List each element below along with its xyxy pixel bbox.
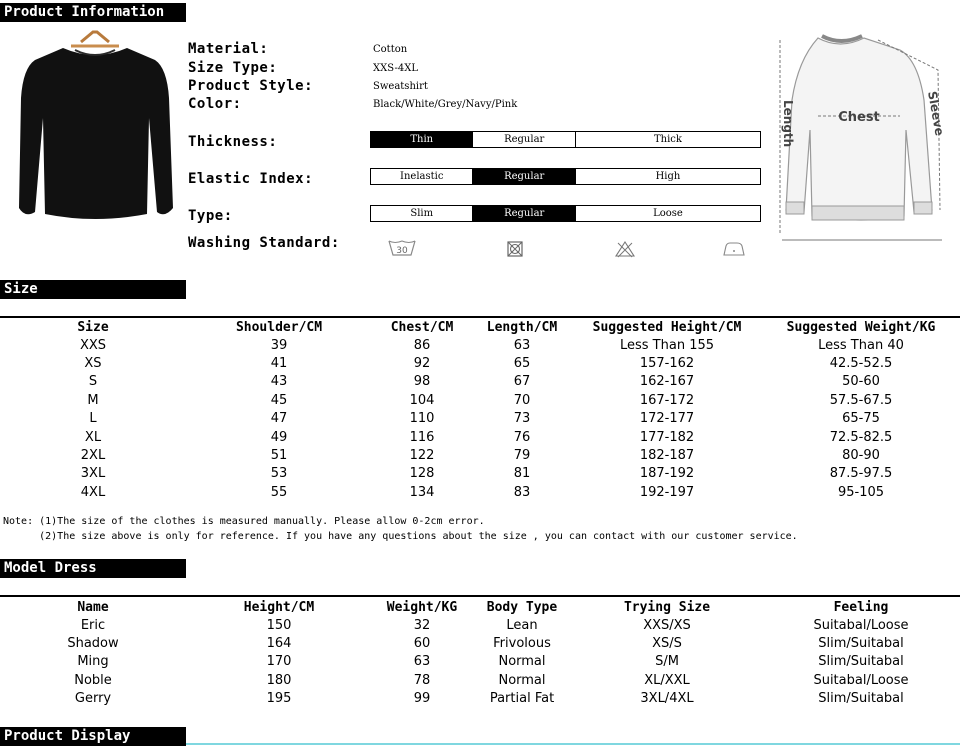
size-table-row bbox=[0, 410, 960, 428]
attr-value-color: Black/White/Grey/Navy/Pink bbox=[373, 99, 518, 110]
elastic-option-regular: Regular bbox=[473, 169, 575, 184]
thickness-label: Thickness: bbox=[188, 134, 278, 150]
model-table bbox=[0, 598, 960, 708]
size-table-cell: Less Than 40 bbox=[818, 337, 904, 353]
iron-low-icon bbox=[721, 240, 747, 258]
model-table-cell: 32 bbox=[413, 617, 431, 633]
size-table-cell: 128 bbox=[409, 466, 435, 482]
model-table-cell: 63 bbox=[413, 654, 431, 670]
size-table-cell: 87.5-97.5 bbox=[829, 466, 893, 482]
attr-value-size-type: XXS-4XL bbox=[373, 63, 418, 74]
model-table-cell: 99 bbox=[413, 691, 431, 707]
size-table-col-header: Suggested Weight/KG bbox=[786, 319, 936, 335]
model-table-cell: Slim/Suitabal bbox=[818, 691, 904, 707]
model-table-cell: Suitabal/Loose bbox=[813, 672, 909, 688]
size-table-cell: 76 bbox=[513, 429, 531, 445]
size-table-cell: 3XL bbox=[80, 466, 106, 482]
note-line-2: (2)The size above is only for reference. If you have any questions about the size , you can contact with our customer service. bbox=[3, 531, 798, 542]
no-tumble-dry-icon bbox=[506, 240, 524, 258]
size-table-cell: XL bbox=[84, 429, 102, 445]
size-table-col-header: Length/CM bbox=[486, 319, 558, 335]
type-option-loose: Loose bbox=[653, 208, 683, 219]
diagram-chest-label: Chest bbox=[838, 110, 880, 125]
size-table-row bbox=[0, 391, 960, 409]
size-table-cell: 83 bbox=[513, 484, 531, 500]
size-table-cell: 182-187 bbox=[639, 448, 695, 464]
diagram-sleeve-label: Sleeve bbox=[925, 90, 947, 137]
attr-label-color: Color: bbox=[188, 96, 242, 112]
model-table-cell: Lean bbox=[506, 617, 538, 633]
size-table-cell: XS bbox=[84, 356, 102, 372]
model-table-cell: 164 bbox=[266, 636, 292, 652]
size-table-cell: 53 bbox=[270, 466, 288, 482]
size-table-cell: XXS bbox=[79, 337, 107, 353]
size-table-cell: 4XL bbox=[80, 484, 106, 500]
model-table-cell: 150 bbox=[266, 617, 292, 633]
model-table-cell: 78 bbox=[413, 672, 431, 688]
size-table-col-header: Chest/CM bbox=[390, 319, 454, 335]
size-table-cell: 73 bbox=[513, 411, 531, 427]
size-table-cell: Less Than 155 bbox=[619, 337, 715, 353]
diagram-length-label: Length bbox=[781, 100, 795, 148]
size-table-cell: 50-60 bbox=[842, 374, 880, 390]
elastic-option-high: High bbox=[655, 171, 681, 182]
size-table-cell: 80-90 bbox=[842, 448, 880, 464]
size-table-cell: 98 bbox=[413, 374, 431, 390]
elastic-label: Elastic Index: bbox=[188, 171, 314, 187]
size-table-cell: L bbox=[89, 411, 97, 427]
svg-text:30: 30 bbox=[396, 246, 408, 256]
model-table-cell: Slim/Suitabal bbox=[818, 636, 904, 652]
size-table-cell: 81 bbox=[513, 466, 531, 482]
model-table-cell: Frivolous bbox=[493, 636, 551, 652]
size-table-cell: 122 bbox=[409, 448, 435, 464]
model-table-cell: XS/S bbox=[652, 636, 682, 652]
size-table-col-header: Size bbox=[77, 319, 109, 335]
size-diagram bbox=[778, 30, 947, 245]
model-table-cell: Gerry bbox=[74, 691, 112, 707]
size-table-cell: 104 bbox=[409, 392, 435, 408]
attr-label-product-style: Product Style: bbox=[188, 78, 314, 94]
model-table-cell: S/M bbox=[655, 654, 679, 670]
model-table-cell: 180 bbox=[266, 672, 292, 688]
thickness-option-regular: Regular bbox=[473, 132, 575, 147]
model-table-col-header: Name bbox=[77, 599, 109, 615]
section-header-model-dress: Model Dress bbox=[0, 559, 186, 578]
size-table-cell: 86 bbox=[413, 337, 431, 353]
model-table-cell: Slim/Suitabal bbox=[818, 654, 904, 670]
model-table-cell: Normal bbox=[498, 654, 546, 670]
size-table-row bbox=[0, 483, 960, 501]
size-table-row bbox=[0, 354, 960, 372]
size-table-cell: 134 bbox=[409, 484, 435, 500]
model-table-row bbox=[0, 671, 960, 689]
type-scale bbox=[370, 205, 761, 222]
size-table-row bbox=[0, 336, 960, 354]
model-table-cell: Shadow bbox=[67, 636, 119, 652]
thickness-option-thin: Thin bbox=[371, 132, 473, 147]
model-table-rule bbox=[0, 595, 960, 597]
size-table-header bbox=[0, 318, 960, 336]
size-table-cell: 92 bbox=[413, 356, 431, 372]
model-table-col-header: Trying Size bbox=[623, 599, 711, 615]
size-table-col-header: Shoulder/CM bbox=[235, 319, 323, 335]
model-table-cell: Ming bbox=[77, 654, 109, 670]
wash-30-icon bbox=[387, 238, 417, 258]
size-table-cell: 192-197 bbox=[639, 484, 695, 500]
elastic-option-inelastic: Inelastic bbox=[371, 169, 473, 184]
size-table-cell: 65-75 bbox=[842, 411, 880, 427]
size-table-cell: 65 bbox=[513, 356, 531, 372]
model-table-col-header: Feeling bbox=[833, 599, 889, 615]
size-table-cell: 172-177 bbox=[639, 411, 695, 427]
model-table-cell: 60 bbox=[413, 636, 431, 652]
model-table-cell: 170 bbox=[266, 654, 292, 670]
size-table-cell: 116 bbox=[409, 429, 435, 445]
size-table-cell: 167-172 bbox=[639, 392, 695, 408]
size-table-cell: 187-192 bbox=[639, 466, 695, 482]
size-table-cell: 162-167 bbox=[639, 374, 695, 390]
thickness-scale bbox=[370, 131, 761, 148]
product-display-rule bbox=[186, 743, 960, 745]
attr-value-material: Cotton bbox=[373, 44, 408, 55]
model-table-header bbox=[0, 598, 960, 616]
type-option-slim: Slim bbox=[371, 206, 473, 221]
size-table-cell: M bbox=[87, 392, 99, 408]
model-table-col-header: Body Type bbox=[486, 599, 558, 615]
size-table-cell: 49 bbox=[270, 429, 288, 445]
model-table-cell: 195 bbox=[266, 691, 292, 707]
size-table-row bbox=[0, 446, 960, 464]
size-table-cell: 79 bbox=[513, 448, 531, 464]
note-line-1: Note: (1)The size of the clothes is measured manually. Please allow 0-2cm error. bbox=[3, 516, 485, 527]
size-table-cell: 47 bbox=[270, 411, 288, 427]
size-table-cell: 55 bbox=[270, 484, 288, 500]
section-header-product-display: Product Display bbox=[0, 727, 186, 746]
model-table-col-header: Weight/KG bbox=[386, 599, 458, 615]
size-table-cell: 2XL bbox=[80, 448, 106, 464]
size-table-cell: 39 bbox=[270, 337, 288, 353]
elastic-scale bbox=[370, 168, 761, 185]
model-table-cell: 3XL/4XL bbox=[640, 691, 694, 707]
size-table-cell: 51 bbox=[270, 448, 288, 464]
sweatshirt-image bbox=[15, 28, 175, 223]
washing-label: Washing Standard: bbox=[188, 235, 340, 251]
thickness-option-thick: Thick bbox=[653, 134, 682, 145]
size-table-row bbox=[0, 465, 960, 483]
size-table bbox=[0, 318, 960, 502]
size-table-cell: 67 bbox=[513, 374, 531, 390]
size-table-cell: 70 bbox=[513, 392, 531, 408]
model-table-col-header: Height/CM bbox=[243, 599, 315, 615]
model-table-cell: Partial Fat bbox=[489, 691, 555, 707]
type-option-regular: Regular bbox=[473, 206, 575, 221]
model-table-row bbox=[0, 690, 960, 708]
size-table-cell: 45 bbox=[270, 392, 288, 408]
section-header-product-info: Product Information bbox=[0, 3, 186, 22]
type-label: Type: bbox=[188, 208, 233, 224]
size-table-row bbox=[0, 373, 960, 391]
attr-label-material: Material: bbox=[188, 41, 269, 57]
size-table-row bbox=[0, 428, 960, 446]
model-table-cell: Suitabal/Loose bbox=[813, 617, 909, 633]
size-table-col-header: Suggested Height/CM bbox=[592, 319, 742, 335]
attr-label-size-type: Size Type: bbox=[188, 60, 278, 76]
model-table-row bbox=[0, 653, 960, 671]
section-header-size: Size bbox=[0, 280, 186, 299]
model-table-cell: Normal bbox=[498, 672, 546, 688]
attr-value-product-style: Sweatshirt bbox=[373, 81, 428, 92]
size-table-cell: 42.5-52.5 bbox=[829, 356, 893, 372]
model-table-cell: Eric bbox=[80, 617, 106, 633]
size-table-cell: 41 bbox=[270, 356, 288, 372]
model-table-cell: XL/XXL bbox=[644, 672, 690, 688]
size-table-cell: 95-105 bbox=[837, 484, 885, 500]
size-table-cell: 177-182 bbox=[639, 429, 695, 445]
size-table-cell: 110 bbox=[409, 411, 435, 427]
size-table-cell: 63 bbox=[513, 337, 531, 353]
no-bleach-icon bbox=[614, 239, 636, 259]
size-table-cell: 157-162 bbox=[639, 356, 695, 372]
size-table-cell: S bbox=[88, 374, 98, 390]
size-table-cell: 43 bbox=[270, 374, 288, 390]
model-table-row bbox=[0, 634, 960, 652]
size-table-cell: 72.5-82.5 bbox=[829, 429, 893, 445]
size-table-cell: 57.5-67.5 bbox=[829, 392, 893, 408]
model-table-cell: XXS/XS bbox=[643, 617, 691, 633]
model-table-cell: Noble bbox=[74, 672, 112, 688]
model-table-row bbox=[0, 616, 960, 634]
